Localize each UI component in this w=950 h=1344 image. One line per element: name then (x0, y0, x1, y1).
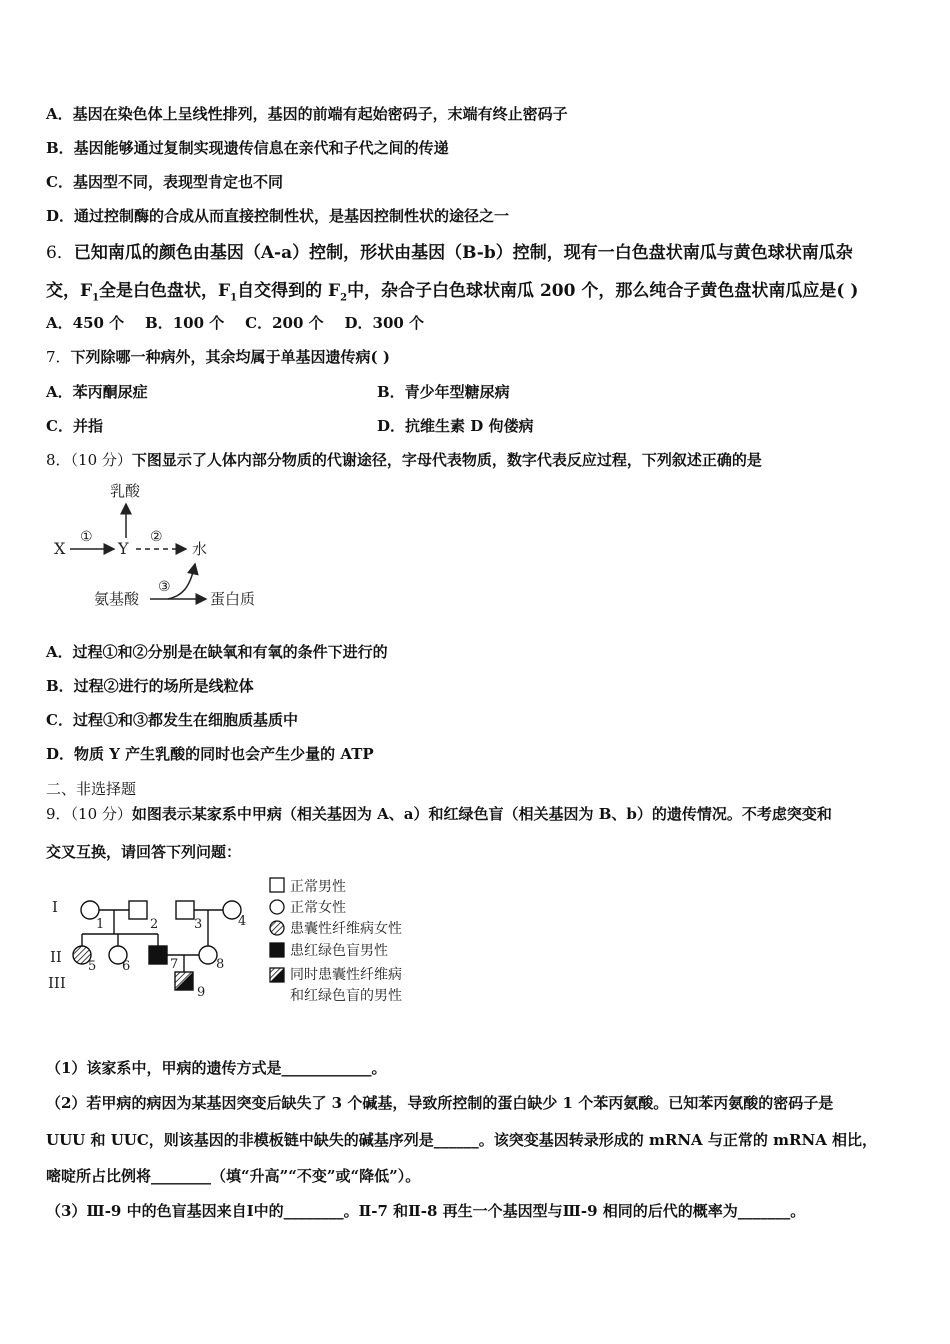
q8-points: （10 分） (70, 451, 132, 469)
diagram-step1: ① (80, 529, 93, 545)
gen-label-1: I (52, 898, 58, 916)
q9-stem-text: 如图表示某家系中甲病（相关基因为 A、a）和红绿色盲（相关基因为 B、b）的遗传情况。不考虑突变和 (131, 805, 832, 823)
q9-stem-line2: 交叉互换，请回答下列问题： (46, 843, 242, 861)
label-8: 8 (216, 957, 225, 972)
label-6: 6 (122, 959, 131, 974)
q6-text-c: 自交得到的 F (237, 281, 341, 301)
legend-cf-female: 患囊性纤维病女性 (290, 921, 402, 937)
q8-option-a: A．过程①和②分别是在缺氧和有氧的条件下进行的 (46, 643, 388, 661)
q6-text-d: 中，杂合子白色球状南瓜 200 个，那么纯合子黄色盘状南瓜应是( ) (347, 281, 859, 301)
diagram-protein: 蛋白质 (210, 590, 256, 608)
diagram-x: X (54, 539, 66, 558)
q5-option-c: C．基因型不同，表现型肯定也不同 (46, 173, 283, 191)
q8-option-d: D．物质 Y 产生乳酸的同时也会产生少量的 ATP (46, 745, 374, 763)
q6-stem-text: 已知南瓜的颜色由基因（A-a）控制，形状由基因（B-b）控制，现有一白色盘状南瓜与黄色球状南瓜杂 (73, 243, 853, 263)
q6-sub-1: 1 (92, 292, 100, 304)
legend-both-line1: 同时患囊性纤维病 (290, 967, 402, 983)
q6-number: 6． (46, 243, 74, 263)
q6-stem-line1 (46, 238, 853, 263)
legend-both-line2: 和红绿色盲的男性 (290, 988, 402, 1004)
q7-number: 7． (46, 348, 71, 366)
diagram-y: Y (118, 539, 129, 558)
legend-cb-male: 患红绿色盲男性 (290, 943, 388, 959)
q8-option-b: B．过程②进行的场所是线粒体 (46, 677, 254, 695)
q9-sub2-line1: （2）若甲病的病因为某基因突变后缺失了 3 个碱基，导致所控制的蛋白缺少 1 个苯丙氨酸。已知苯丙氨酸的密码子是 (46, 1094, 834, 1112)
diagram-step2: ② (150, 529, 163, 545)
q6-stem-line2 (46, 276, 858, 303)
gen-label-3: III (48, 974, 66, 992)
label-9: 9 (197, 985, 206, 1000)
legend-male-icon (270, 878, 284, 892)
label-7: 7 (170, 957, 179, 972)
legend-male: 正常男性 (290, 879, 346, 895)
diagram-amino-acid: 氨基酸 (94, 590, 140, 608)
diagram-lactic-acid: 乳酸 (110, 482, 141, 500)
q6-options: A．450 个 B．100 个 C．200 个 D．300 个 (46, 314, 425, 332)
person-8 (199, 946, 217, 964)
legend-female-icon (270, 900, 284, 914)
q7-stem (46, 346, 390, 367)
q9-points: （10 分） (70, 805, 132, 823)
diagram-water: 水 (192, 540, 208, 558)
q7-option-c: C．并指 (46, 417, 103, 435)
person-2 (129, 901, 147, 919)
q6-sub-3: 2 (340, 292, 348, 304)
label-3: 3 (194, 917, 203, 932)
q7-option-d: D．抗维生素 D 佝偻病 (377, 417, 534, 435)
q9-sub2-line2: UUU 和 UUC，则该基因的非模板链中缺失的碱基序列是______。该突变基因转录形成的 mRNA 与正常的 mRNA 相比， (46, 1131, 878, 1149)
arrow-branch-to-water (168, 564, 195, 599)
q8-number: 8． (46, 451, 71, 469)
q7-option-a: A．苯丙酮尿症 (46, 383, 148, 401)
q9-stem-line1 (46, 803, 832, 824)
q9-sub2-line3: 嘧啶所占比例将________（填“升高”“不变”或“降低”）。 (46, 1167, 421, 1185)
q8-stem (46, 449, 762, 470)
metabolism-diagram (50, 478, 280, 618)
label-4: 4 (238, 914, 247, 929)
legend-cf-female-icon (270, 921, 284, 935)
q7-option-b: B．青少年型糖尿病 (377, 383, 510, 401)
q6-sub-2: 1 (230, 292, 238, 304)
person-7 (149, 946, 167, 964)
label-1: 1 (96, 917, 105, 932)
person-3 (176, 901, 194, 919)
gen-label-2: II (50, 948, 62, 966)
q5-option-b: B．基因能够通过复制实现遗传信息在亲代和子代之间的传递 (46, 139, 449, 157)
q8-stem-text: 下图显示了人体内部分物质的代谢途径，字母代表物质，数字代表反应过程，下列叙述正确的是 (131, 451, 762, 469)
q9-sub3: （3）Ⅲ-9 中的色盲基因来自Ⅰ中的________。Ⅱ-7 和Ⅱ-8 再生一个基因型与Ⅲ-9 相同的后代的概率为_______。 (46, 1202, 806, 1220)
q6-text-a: 交，F (46, 281, 93, 301)
diagram-step3: ③ (158, 579, 171, 595)
q9-number: 9． (46, 805, 71, 823)
q5-option-d: D．通过控制酶的合成从而直接控制性状，是基因控制性状的途径之一 (46, 207, 510, 225)
q5-option-a: A．基因在染色体上呈线性排列，基因的前端有起始密码子，末端有终止密码子 (46, 105, 568, 123)
label-2: 2 (150, 917, 159, 932)
q8-option-c: C．过程①和③都发生在细胞质基质中 (46, 711, 298, 729)
legend-female: 正常女性 (290, 900, 346, 916)
pedigree-chart (44, 870, 434, 1010)
legend-cb-male-icon (270, 943, 284, 957)
q7-stem-text: 下列除哪一种病外，其余均属于单基因遗传病( ) (70, 348, 390, 366)
label-5: 5 (88, 959, 97, 974)
q6-text-b: 全是白色盘状，F (99, 281, 231, 301)
q9-sub1: （1）该家系中，甲病的遗传方式是____________。 (46, 1059, 387, 1077)
section-title: 二、非选择题 (46, 780, 137, 798)
